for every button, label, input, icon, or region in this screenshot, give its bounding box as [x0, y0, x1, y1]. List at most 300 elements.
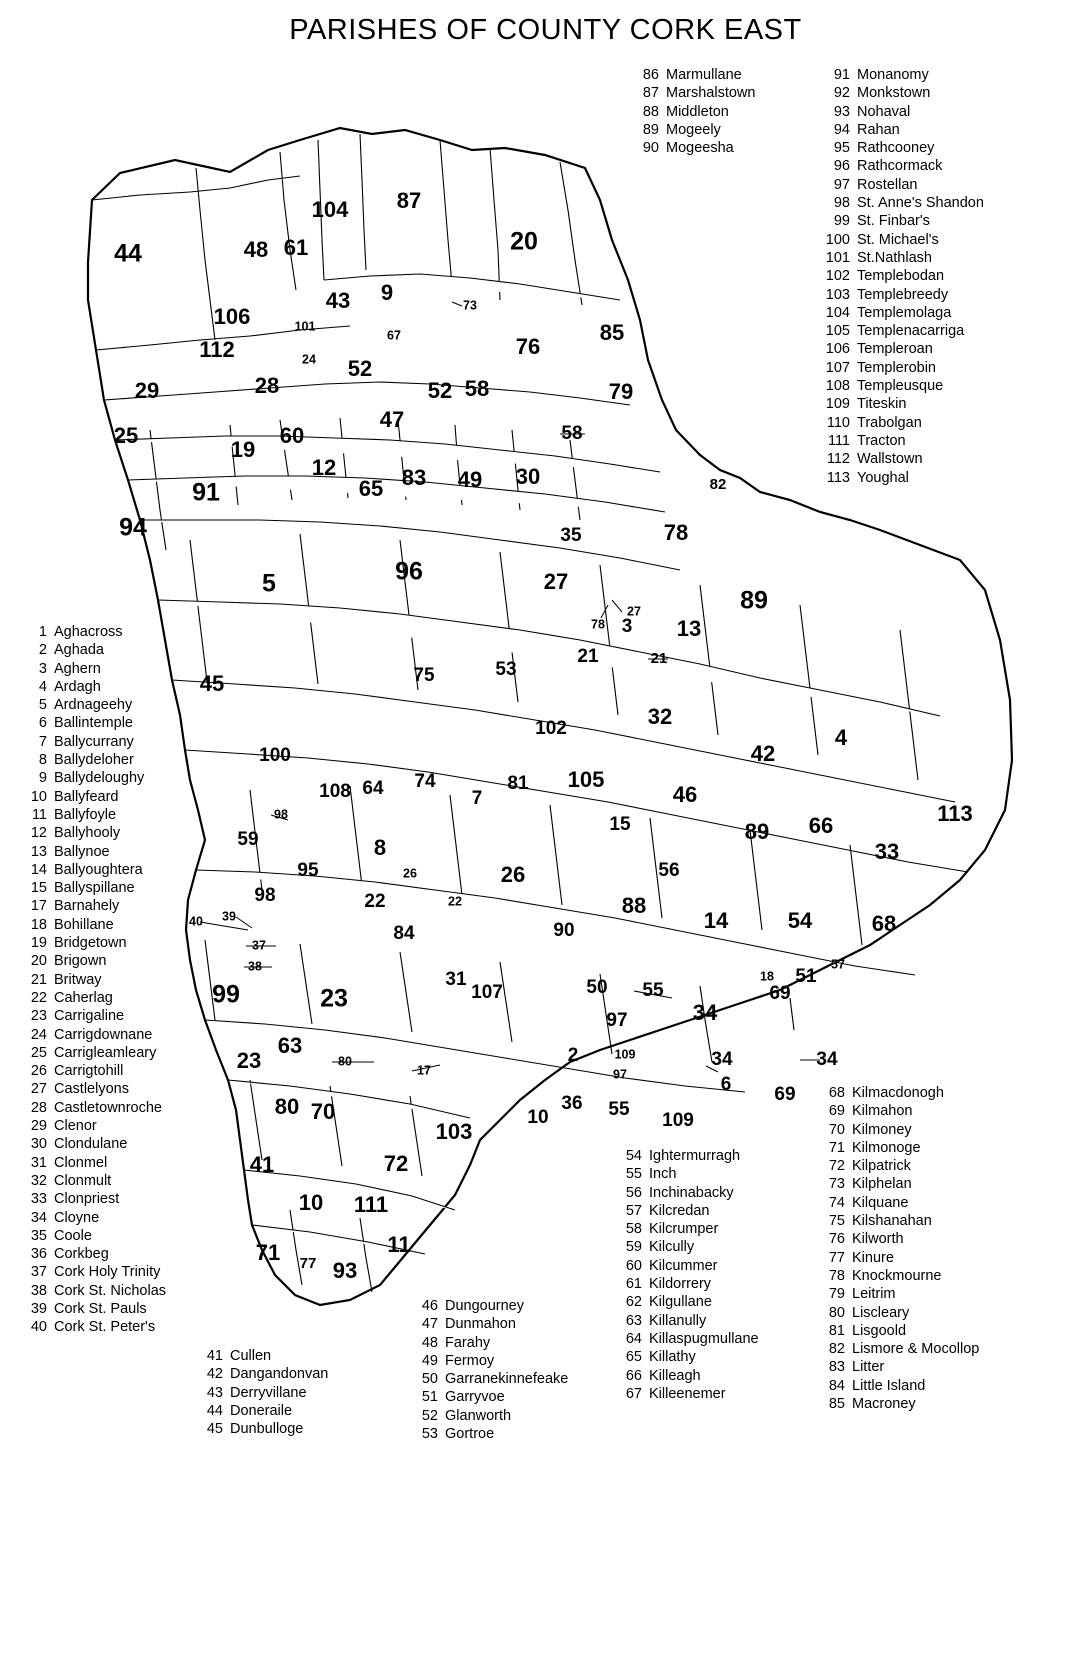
legend-item-number: 106 — [825, 341, 850, 358]
parish-number-label: 82 — [709, 475, 727, 493]
legend-item-number: 12 — [30, 825, 47, 842]
legend-item-number: 95 — [833, 140, 850, 157]
parish-number-label: 50 — [586, 977, 608, 999]
legend-item-number: 71 — [828, 1139, 845, 1156]
parish-number-label: 70 — [310, 1098, 336, 1124]
legend-column-54-67 — [617, 1147, 759, 1403]
legend-column-86-90 — [633, 66, 755, 157]
parish-number-label: 93 — [332, 1257, 358, 1283]
legend-item-number: 84 — [828, 1377, 845, 1394]
legend-item — [820, 286, 984, 304]
parish-number-label: 27 — [543, 568, 569, 594]
parish-number-label: 104 — [311, 196, 349, 222]
legend-item-label: Dungourney — [445, 1298, 524, 1314]
parish-number-label: 112 — [199, 336, 235, 362]
legend-item — [633, 121, 755, 139]
legend-item — [22, 1135, 166, 1153]
legend-item-number: 75 — [828, 1213, 845, 1230]
legend-item — [820, 304, 984, 322]
legend-item — [22, 824, 166, 842]
legend-item-number: 87 — [642, 85, 659, 102]
parish-number-label: 90 — [553, 920, 575, 942]
legend-item-label: Little Island — [852, 1377, 926, 1394]
legend-item-number: 34 — [30, 1209, 47, 1226]
legend-item-number: 6 — [38, 715, 47, 732]
legend-item-number: 81 — [828, 1322, 845, 1339]
parish-number-label: 7 — [471, 788, 483, 810]
legend-item-label: Mogeely — [666, 121, 721, 138]
legend-item — [22, 934, 166, 952]
legend-item — [22, 1062, 166, 1080]
legend-item-number: 108 — [825, 378, 850, 395]
legend-item — [22, 952, 166, 970]
parish-number-label: 95 — [297, 860, 319, 882]
legend-item-number: 78 — [828, 1267, 845, 1284]
legend-column-91-113 — [820, 66, 984, 487]
legend-item-label: Templebodan — [857, 268, 945, 285]
legend-item-label: Kilmacdonogh — [852, 1085, 944, 1101]
legend-item — [198, 1402, 328, 1420]
legend-item-number: 27 — [30, 1081, 47, 1098]
legend-item-label: Titeskin — [857, 396, 907, 413]
legend-item-label: Wallstown — [857, 451, 923, 468]
legend-item-label: Kilcummer — [649, 1257, 718, 1274]
legend-item-number: 82 — [828, 1341, 845, 1358]
parish-number-label: 48 — [243, 236, 269, 262]
legend-item — [617, 1202, 759, 1220]
legend-item — [633, 66, 755, 84]
legend-item — [820, 377, 984, 395]
legend-item-label: Kilmoney — [852, 1121, 912, 1138]
legend-item-number: 21 — [30, 971, 47, 988]
legend-item — [820, 395, 984, 413]
parish-number-label: 91 — [192, 478, 220, 507]
legend-item-number: 94 — [833, 121, 850, 138]
legend-item-number: 8 — [38, 752, 47, 769]
legend-item — [820, 1322, 979, 1340]
legend-item-number: 65 — [625, 1349, 642, 1366]
legend-item — [198, 1384, 328, 1402]
legend-item-number: 103 — [825, 286, 850, 303]
parish-number-label: 60 — [279, 422, 305, 448]
legend-item-label: Kinure — [852, 1249, 894, 1266]
parish-number-label: 103 — [435, 1118, 473, 1144]
legend-item — [22, 1172, 166, 1190]
legend-item-label: Knockmourne — [852, 1267, 942, 1284]
legend-item — [617, 1330, 759, 1348]
legend-item — [820, 157, 984, 175]
legend-item — [820, 84, 984, 102]
legend-item-label: Cullen — [230, 1348, 272, 1364]
parish-number-label: 101 — [294, 319, 316, 334]
parish-number-label: 37 — [252, 938, 266, 953]
parish-number-label: 58 — [561, 423, 583, 445]
legend-item-label: Kilphelan — [852, 1176, 912, 1193]
legend-item — [617, 1147, 759, 1165]
legend-item — [22, 989, 166, 1007]
legend-item-label: Ballyfoyle — [54, 806, 117, 823]
legend-item-label: Ballyspillane — [54, 880, 135, 897]
legend-item-label: Kilshanahan — [852, 1213, 932, 1230]
parish-number-label: 98 — [254, 885, 276, 907]
legend-item-label: St. Michael's — [857, 231, 939, 248]
legend-item-label: Kilgullane — [649, 1294, 712, 1311]
legend-item-number: 86 — [642, 67, 659, 83]
legend-item-number: 2 — [38, 642, 47, 659]
legend-item — [198, 1420, 328, 1438]
legend-item-label: Monanomy — [857, 67, 929, 83]
parish-number-label: 32 — [647, 703, 673, 729]
legend-column-41-45 — [198, 1347, 328, 1438]
legend-item-label: Carrigdownane — [54, 1026, 153, 1043]
parish-number-label: 38 — [248, 959, 262, 974]
legend-item-number: 20 — [30, 953, 47, 970]
legend-item-number: 48 — [421, 1334, 438, 1351]
legend-item-number: 61 — [625, 1276, 642, 1293]
legend-item-number: 39 — [30, 1300, 47, 1317]
legend-item-number: 19 — [30, 935, 47, 952]
legend-item-number: 77 — [828, 1249, 845, 1266]
legend-item-label: Kilquane — [852, 1194, 909, 1211]
legend-item — [820, 1304, 979, 1322]
parish-number-label: 105 — [567, 766, 605, 792]
legend-item-number: 11 — [31, 806, 47, 823]
parish-number-label: 39 — [222, 909, 236, 924]
legend-item — [22, 641, 166, 659]
parish-number-label: 36 — [561, 1093, 583, 1115]
legend-item — [820, 249, 984, 267]
parish-number-label: 54 — [787, 907, 813, 933]
legend-item-number: 45 — [206, 1421, 223, 1438]
legend-item — [617, 1367, 759, 1385]
legend-item-label: Ballydeloher — [54, 752, 134, 769]
legend-item-label: Rahan — [857, 121, 900, 138]
parish-number-label: 5 — [262, 569, 276, 598]
legend-item-label: Dunmahon — [445, 1316, 516, 1333]
parish-number-label: 78 — [591, 617, 605, 632]
legend-item-label: Carrigaline — [54, 1008, 125, 1025]
legend-item-label: Templebreedy — [857, 286, 949, 303]
page-title: PARISHES OF COUNTY CORK EAST — [289, 14, 802, 46]
legend-item-label: Kilcrumper — [649, 1221, 719, 1238]
parish-number-label: 44 — [114, 239, 142, 268]
legend-item — [617, 1275, 759, 1293]
legend-item-number: 67 — [625, 1385, 642, 1402]
parish-number-label: 41 — [249, 1151, 275, 1177]
parish-number-label: 47 — [379, 406, 405, 432]
legend-item-label: Aghacross — [54, 624, 123, 640]
parish-number-label: 99 — [212, 980, 240, 1009]
parish-number-label: 106 — [213, 303, 251, 329]
parish-number-label: 12 — [311, 454, 337, 480]
parish-number-label: 28 — [254, 372, 280, 398]
legend-item-number: 102 — [825, 268, 850, 285]
legend-item-number: 47 — [421, 1316, 438, 1333]
legend-item — [22, 1245, 166, 1263]
legend-item — [22, 1026, 166, 1044]
parish-number-label: 57 — [831, 957, 845, 972]
parish-number-label: 109 — [614, 1047, 636, 1062]
legend-item-label: Middleton — [666, 103, 729, 120]
legend-item-label: St. Anne's Shandon — [857, 195, 984, 212]
legend-item-number: 25 — [30, 1044, 47, 1061]
legend-item — [22, 660, 166, 678]
legend-item-number: 107 — [825, 359, 850, 376]
legend-item — [22, 751, 166, 769]
legend-item-label: Britway — [54, 971, 102, 988]
legend-item-label: Caherlag — [54, 989, 113, 1006]
legend-item-label: Kilpatrick — [852, 1158, 911, 1175]
legend-item-label: Aghada — [54, 642, 104, 659]
legend-item-number: 96 — [833, 158, 850, 175]
parish-number-label: 19 — [230, 436, 256, 462]
legend-item-number: 100 — [825, 231, 850, 248]
parish-number-label: 10 — [527, 1107, 549, 1129]
legend-item — [413, 1388, 568, 1406]
parish-number-label: 78 — [663, 519, 689, 545]
legend-item-label: Killaspugmullane — [649, 1330, 759, 1347]
legend-item — [22, 1318, 166, 1336]
legend-item-label: Inch — [649, 1166, 677, 1183]
legend-item — [820, 1194, 979, 1212]
parish-number-label: 52 — [347, 355, 373, 381]
parish-number-label: 34 — [692, 999, 718, 1025]
legend-item-label: Bohillane — [54, 916, 114, 933]
legend-item-label: Cloyne — [54, 1209, 100, 1226]
parish-number-label: 80 — [338, 1054, 352, 1069]
legend-item — [820, 1121, 979, 1139]
legend-item-number: 36 — [30, 1246, 47, 1263]
legend-item-number: 42 — [206, 1366, 223, 1383]
legend-item-label: Ardnageehy — [54, 697, 133, 714]
parish-number-label: 22 — [364, 891, 386, 913]
legend-item-number: 101 — [825, 249, 850, 266]
parish-number-label: 10 — [298, 1189, 324, 1215]
legend-item-number: 105 — [825, 323, 850, 340]
legend-item-number: 99 — [833, 213, 850, 230]
legend-item — [820, 1175, 979, 1193]
parish-number-label: 89 — [740, 586, 768, 615]
legend-item-number: 63 — [625, 1312, 642, 1329]
legend-item-number: 89 — [642, 121, 659, 138]
parish-number-label: 74 — [414, 771, 436, 793]
parish-number-label: 23 — [236, 1047, 262, 1073]
parish-number-label: 51 — [795, 966, 817, 988]
parish-number-label: 13 — [676, 615, 702, 641]
legend-item — [617, 1293, 759, 1311]
legend-item-number: 4 — [38, 678, 47, 695]
legend-item-label: Templerobin — [857, 359, 936, 376]
legend-item-label: Ballyfeard — [54, 788, 119, 805]
legend-item — [820, 1340, 979, 1358]
legend-item — [22, 788, 166, 806]
legend-item-label: Nohaval — [857, 103, 911, 120]
legend-item — [617, 1165, 759, 1183]
parish-number-label: 85 — [599, 319, 625, 345]
legend-item — [22, 1044, 166, 1062]
legend-item — [22, 1209, 166, 1227]
legend-item-label: Ballyoughtera — [54, 861, 143, 878]
legend-item — [820, 414, 984, 432]
legend-item — [22, 1080, 166, 1098]
legend-item-label: Ballynoe — [54, 843, 110, 860]
parish-number-label: 75 — [413, 665, 435, 687]
legend-item — [22, 1282, 166, 1300]
legend-item-label: Lisgoold — [852, 1322, 907, 1339]
parish-number-label: 8 — [373, 834, 387, 860]
legend-item — [22, 733, 166, 751]
legend-item — [22, 714, 166, 732]
legend-item-label: Liscleary — [852, 1304, 910, 1321]
parish-number-label: 81 — [507, 773, 529, 795]
parish-number-label: 18 — [760, 969, 774, 984]
legend-item — [633, 84, 755, 102]
legend-item-label: Ightermurragh — [649, 1148, 741, 1164]
parish-number-label: 27 — [627, 604, 641, 619]
legend-item — [820, 1267, 979, 1285]
legend-item-label: Clondulane — [54, 1136, 128, 1153]
legend-item — [22, 678, 166, 696]
legend-item — [820, 121, 984, 139]
parish-number-label: 34 — [816, 1049, 838, 1071]
legend-item-label: Ballintemple — [54, 715, 133, 732]
parish-number-label: 45 — [199, 670, 225, 696]
legend-item-number: 22 — [30, 989, 47, 1006]
parish-number-label: 109 — [662, 1110, 694, 1132]
parish-number-label: 96 — [395, 557, 423, 586]
legend-item-number: 74 — [828, 1194, 845, 1211]
legend-item-number: 7 — [38, 733, 47, 750]
legend-item-number: 60 — [625, 1257, 642, 1274]
legend-item — [22, 623, 166, 641]
legend-item-number: 9 — [38, 770, 47, 787]
parish-number-label: 97 — [606, 1010, 628, 1032]
legend-item-label: Rathcooney — [857, 140, 935, 157]
parish-number-label: 108 — [319, 781, 351, 803]
legend-item-label: Youghal — [857, 469, 909, 486]
legend-item — [820, 176, 984, 194]
legend-item-label: Mogeesha — [666, 140, 734, 157]
legend-item — [820, 1249, 979, 1267]
legend-item — [413, 1352, 568, 1370]
legend-item-label: Killeenemer — [649, 1385, 726, 1402]
legend-item — [22, 696, 166, 714]
legend-item-number: 32 — [30, 1172, 47, 1189]
legend-item-label: Carrigtohill — [54, 1063, 124, 1080]
legend-item-number: 104 — [825, 304, 850, 321]
legend-item-number: 70 — [828, 1121, 845, 1138]
legend-item-number: 18 — [30, 916, 47, 933]
legend-item-number: 35 — [30, 1227, 47, 1244]
parish-number-label: 6 — [720, 1074, 732, 1096]
parish-number-label: 69 — [774, 1084, 796, 1106]
legend-item — [22, 971, 166, 989]
legend-item-number: 72 — [828, 1158, 845, 1175]
legend-item — [820, 1377, 979, 1395]
parish-number-label: 14 — [703, 907, 729, 933]
legend-item-number: 58 — [625, 1221, 642, 1238]
legend-item-label: Gortroe — [445, 1426, 495, 1443]
legend-item-label: Carrigleamleary — [54, 1044, 157, 1061]
legend-item-number: 92 — [833, 85, 850, 102]
legend-item-label: Kilmahon — [852, 1103, 913, 1120]
parish-number-label: 43 — [325, 287, 351, 313]
legend-item — [22, 1263, 166, 1281]
legend-item-number: 64 — [625, 1330, 642, 1347]
legend-item-label: Bridgetown — [54, 935, 127, 952]
legend-item — [820, 340, 984, 358]
legend-item-number: 28 — [30, 1099, 47, 1116]
legend-item-number: 49 — [421, 1352, 438, 1369]
legend-item — [633, 103, 755, 121]
legend-item-label: Templeroan — [857, 341, 933, 358]
parish-number-label: 67 — [387, 328, 401, 343]
legend-item — [820, 1230, 979, 1248]
parish-number-label: 84 — [393, 923, 415, 945]
legend-item-number: 113 — [826, 469, 850, 486]
parish-number-label: 56 — [658, 860, 680, 882]
legend-item-number: 56 — [625, 1184, 642, 1201]
legend-item-label: Garranekinnefeake — [445, 1371, 569, 1388]
legend-item — [413, 1407, 568, 1425]
legend-item — [22, 916, 166, 934]
legend-item-number: 26 — [30, 1063, 47, 1080]
legend-item-label: Derryvillane — [230, 1384, 307, 1401]
parish-number-label: 49 — [457, 466, 483, 492]
legend-item-label: Garryvoe — [445, 1389, 505, 1406]
legend-item-number: 38 — [30, 1282, 47, 1299]
legend-item — [633, 139, 755, 157]
legend-item-label: Cork St. Nicholas — [54, 1282, 167, 1299]
legend-item-number: 91 — [833, 67, 850, 83]
legend-item-number: 10 — [30, 788, 47, 805]
legend-column-68-85 — [820, 1084, 979, 1413]
parish-number-label: 29 — [134, 377, 160, 403]
legend-item-number: 79 — [828, 1286, 845, 1303]
legend-item-number: 30 — [30, 1136, 47, 1153]
parish-number-label: 61 — [283, 234, 309, 260]
legend-item — [820, 1212, 979, 1230]
parish-number-label: 66 — [808, 812, 834, 838]
legend-item — [820, 66, 984, 84]
legend-item — [22, 843, 166, 861]
parish-number-label: 64 — [362, 778, 384, 800]
legend-item — [617, 1312, 759, 1330]
legend-item-label: Templenacarriga — [857, 323, 965, 340]
legend-item-number: 76 — [828, 1231, 845, 1248]
legend-item — [820, 1102, 979, 1120]
parish-number-label: 58 — [464, 375, 490, 401]
legend-item-number: 29 — [30, 1118, 47, 1135]
legend-item-number: 98 — [833, 195, 850, 212]
parish-number-label: 98 — [274, 807, 288, 822]
legend-item — [820, 1358, 979, 1376]
parish-number-label: 4 — [834, 724, 848, 750]
parish-number-label: 73 — [463, 298, 477, 313]
parish-number-label: 89 — [744, 818, 770, 844]
legend-item-number: 97 — [833, 176, 850, 193]
legend-item-number: 85 — [828, 1396, 845, 1413]
legend-item-number: 37 — [30, 1264, 47, 1281]
legend-item-number: 73 — [828, 1176, 845, 1193]
legend-item-label: Kilworth — [852, 1231, 904, 1248]
parish-number-label: 46 — [672, 781, 698, 807]
legend-item-label: Tracton — [857, 432, 906, 449]
legend-item — [617, 1184, 759, 1202]
parish-number-label: 52 — [427, 377, 453, 403]
legend-item — [617, 1220, 759, 1238]
legend-item-number: 31 — [30, 1154, 47, 1171]
